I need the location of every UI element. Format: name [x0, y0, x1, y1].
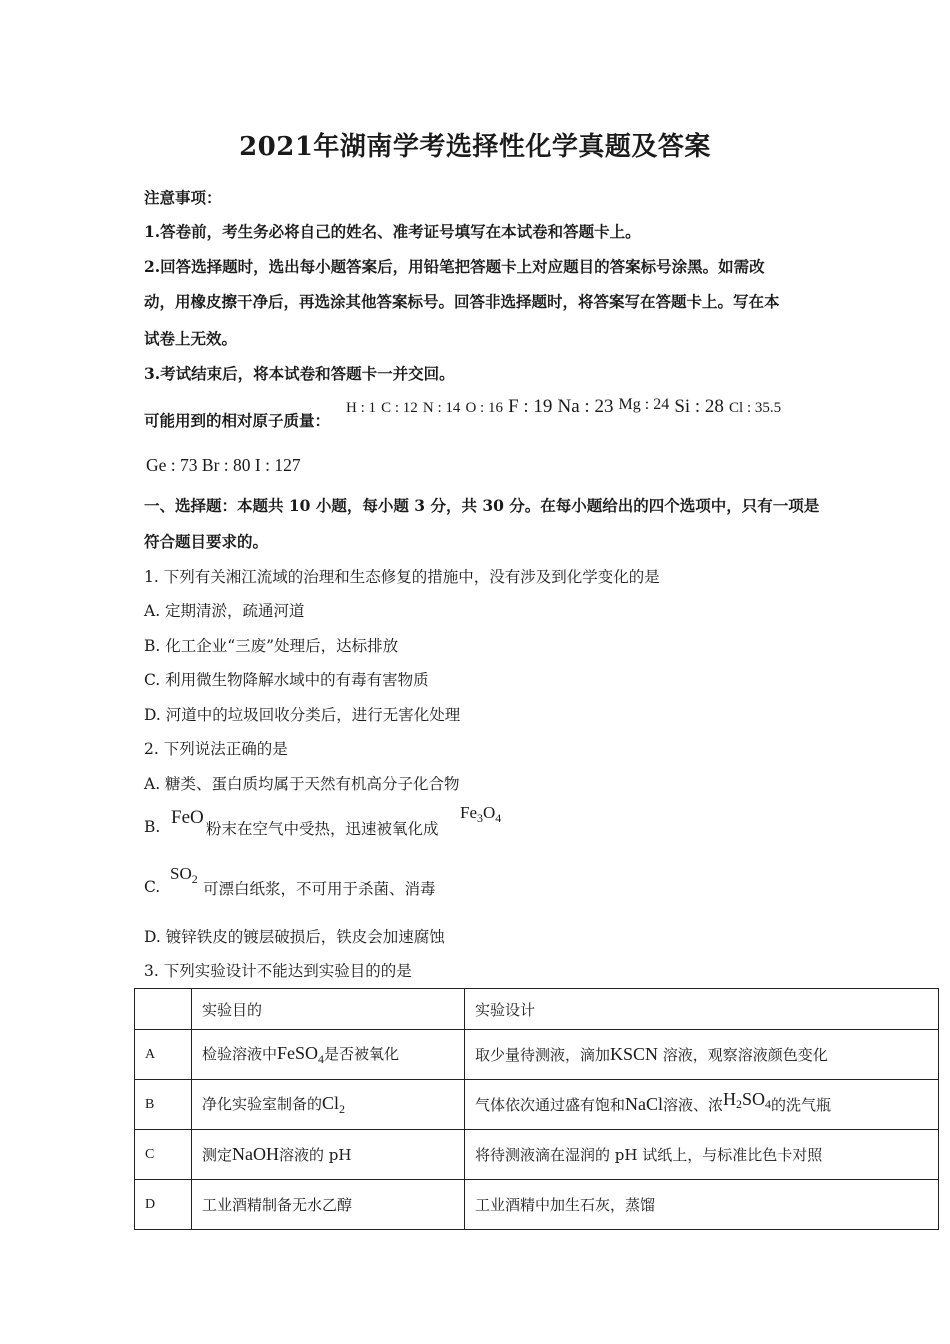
row-purpose: [192, 1130, 465, 1180]
mass-f: F : 19: [508, 396, 553, 417]
so-subscript: 2: [191, 872, 198, 886]
row-label: A: [135, 1030, 192, 1080]
design-text: 气体依次通过盛有饱和: [475, 1096, 626, 1114]
row-purpose: 工业酒精制备无水乙醇: [192, 1180, 465, 1230]
purpose-text-post: 是否被氧化: [324, 1044, 400, 1063]
q2-stem: 2. 下列说法正确的是: [144, 740, 288, 758]
notes-heading: 注意事项：: [144, 188, 222, 207]
q1-option-a: A. 定期清淤，疏通河道: [144, 602, 305, 620]
q2-option-b-label: B.: [144, 818, 161, 836]
row-purpose: [192, 1080, 465, 1130]
design-chem: KSCN: [610, 1044, 659, 1064]
q2-b-feo: FeO: [171, 807, 204, 828]
o-subscript: 4: [495, 811, 502, 825]
design-text-mid: 溶液、浓: [663, 1096, 724, 1114]
design-chem-nacl: NaCl: [625, 1094, 664, 1114]
mass-h: H : 1: [346, 400, 376, 416]
note-3: 3.考试结束后，将本试卷和答题卡一并交回。: [144, 364, 455, 383]
mass-n: N : 14: [422, 400, 461, 416]
section-1-heading: 一、选择题：本题共 10 小题，每小题 3 分，共 30 分。在每小题给出的四个选项中，只有一项是: [144, 496, 820, 515]
q2-option-b-text: 粉末在空气中受热，迅速被氧化成: [206, 820, 439, 838]
mass-mg: Mg : 24: [618, 396, 670, 413]
note-1: 1.答卷前，考生务必将自己的姓名、准考证号填写在本试卷和答题卡上。: [144, 222, 641, 241]
q2-option-c-label: C.: [144, 878, 161, 896]
design-chem-h-sub: 2: [736, 1097, 743, 1111]
design-chem-so-sub: 4: [765, 1097, 772, 1111]
note-2-line-1: 2.回答选择题时，选出每小题答案后，用铅笔把答题卡上对应题目的答案标号涂黑。如需改: [144, 257, 765, 276]
table-row: [135, 1080, 939, 1130]
experiment-table: [134, 988, 939, 1230]
q1-stem: 1. 下列有关湘江流域的治理和生态修复的措施中，没有涉及到化学变化的是: [144, 568, 660, 586]
row-label: B: [135, 1080, 192, 1130]
q3-stem: 3. 下列实验设计不能达到实验目的的是: [144, 962, 412, 980]
table-header-blank: [135, 989, 192, 1030]
note-2-line-2: 动，用橡皮擦干净后，再选涂其他答案标号。回答非选择题时，将答案写在答题卡上。写在本: [144, 292, 780, 311]
design-text: 取少量待测液，滴加: [475, 1046, 611, 1064]
q2-option-c-text: 可漂白纸浆，不可用于杀菌、消毒: [203, 880, 436, 898]
page-title: 2021年湖南学考选择性化学真题及答案: [239, 132, 711, 162]
atomic-mass-list: [346, 396, 781, 418]
purpose-chem: NaOH: [232, 1144, 280, 1164]
atomic-mass-line-2: Ge : 73 Br : 80 I : 127: [146, 455, 301, 475]
design-text-post: 溶液，观察溶液颜色变化: [658, 1046, 828, 1064]
purpose-text: 净化实验室制备的: [202, 1094, 323, 1113]
table-row: [135, 1030, 939, 1080]
row-label: D: [135, 1180, 192, 1230]
table-row: [135, 1130, 939, 1180]
table-header-purpose: 实验目的: [192, 989, 465, 1030]
purpose-chem: FeSO: [277, 1042, 319, 1063]
q1-option-d: D. 河道中的垃圾回收分类后，进行无害化处理: [144, 706, 461, 724]
purpose-text-post: 溶液的 pH: [279, 1146, 352, 1164]
purpose-chem-sub: 4: [318, 1051, 325, 1066]
fe-symbol: Fe: [460, 803, 477, 822]
row-design: [465, 1030, 939, 1080]
table-header-row: [135, 989, 939, 1030]
mass-c: C : 12: [381, 400, 418, 416]
design-text-post: 的洗气瓶: [771, 1096, 832, 1114]
table-header-design: 实验设计: [465, 989, 939, 1030]
purpose-chem: Cl: [322, 1092, 340, 1113]
table-row: [135, 1180, 939, 1230]
o-symbol: O: [483, 803, 496, 822]
purpose-text: 测定: [202, 1146, 233, 1164]
note-2-line-3: 试卷上无效。: [144, 329, 238, 348]
q1-option-c: C. 利用微生物降解水域中的有毒有害物质: [144, 671, 429, 689]
q2-option-d: D. 镀锌铁皮的镀层破损后，铁皮会加速腐蚀: [144, 928, 445, 946]
purpose-chem-sub: 2: [339, 1101, 346, 1116]
fe-subscript: 3: [477, 811, 483, 825]
row-purpose: [192, 1030, 465, 1080]
section-1-heading-cont: 符合题目要求的。: [144, 532, 269, 551]
purpose-text: 检验溶液中: [202, 1044, 278, 1063]
mass-si: Si : 28: [674, 396, 724, 417]
mass-o: O : 16: [465, 400, 503, 416]
row-label: C: [135, 1130, 192, 1180]
row-design: 工业酒精中加生石灰，蒸馏: [465, 1180, 939, 1230]
row-design: 将待测液滴在湿润的 pH 试纸上，与标准比色卡对照: [465, 1130, 939, 1180]
q1-option-b: B. 化工企业“三废”处理后，达标排放: [144, 637, 399, 655]
mass-cl: Cl : 35.5: [729, 400, 782, 416]
q2-c-so2: [170, 864, 198, 887]
atomic-mass-label: 可能用到的相对原子质量：: [144, 411, 331, 430]
q2-b-fe3o4: [460, 803, 501, 826]
so-symbol: SO: [170, 864, 192, 883]
mass-na: Na : 23: [557, 396, 614, 417]
row-design: [465, 1080, 939, 1130]
q2-option-a: A. 糖类、蛋白质均属于天然有机高分子化合物: [144, 775, 460, 793]
design-chem-h: H: [723, 1089, 737, 1109]
design-chem-so: SO: [742, 1089, 766, 1109]
